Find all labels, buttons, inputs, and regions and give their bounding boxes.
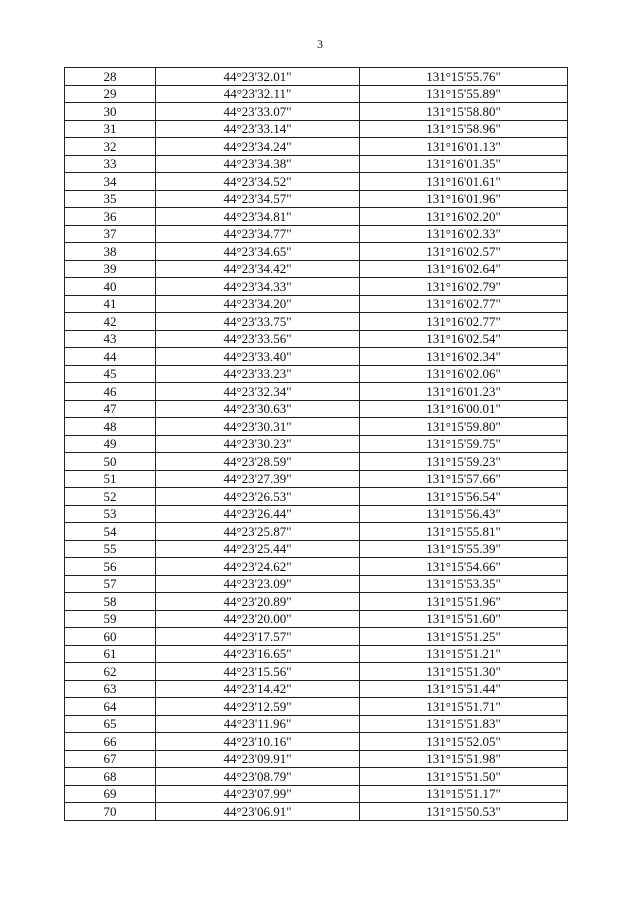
longitude-cell: 131°15'59.23" xyxy=(360,453,568,471)
table-row xyxy=(65,365,568,383)
latitude-cell: 44°23'34.65" xyxy=(156,243,360,261)
point-number-cell: 66 xyxy=(65,733,156,751)
table-row xyxy=(65,680,568,698)
table-row xyxy=(65,190,568,208)
table-row xyxy=(65,260,568,278)
latitude-cell: 44°23'06.91" xyxy=(156,803,360,821)
latitude-cell: 44°23'34.42" xyxy=(156,260,360,278)
table-row xyxy=(65,698,568,716)
latitude-cell: 44°23'33.07" xyxy=(156,103,360,121)
longitude-cell: 131°15'51.60" xyxy=(360,610,568,628)
longitude-cell: 131°15'57.66" xyxy=(360,470,568,488)
table-row xyxy=(65,768,568,786)
table-row xyxy=(65,610,568,628)
table-row xyxy=(65,400,568,418)
point-number-cell: 31 xyxy=(65,120,156,138)
latitude-cell: 44°23'34.33" xyxy=(156,278,360,296)
longitude-cell: 131°15'51.44" xyxy=(360,680,568,698)
latitude-cell: 44°23'09.91" xyxy=(156,750,360,768)
latitude-cell: 44°23'16.65" xyxy=(156,645,360,663)
point-number-cell: 52 xyxy=(65,488,156,506)
latitude-cell: 44°23'26.44" xyxy=(156,505,360,523)
point-number-cell: 59 xyxy=(65,610,156,628)
longitude-cell: 131°15'56.43" xyxy=(360,505,568,523)
table-row xyxy=(65,155,568,173)
longitude-cell: 131°15'54.66" xyxy=(360,558,568,576)
point-number-cell: 46 xyxy=(65,383,156,401)
latitude-cell: 44°23'34.20" xyxy=(156,295,360,313)
latitude-cell: 44°23'28.59" xyxy=(156,453,360,471)
point-number-cell: 32 xyxy=(65,138,156,156)
latitude-cell: 44°23'32.01" xyxy=(156,68,360,86)
longitude-cell: 131°15'51.30" xyxy=(360,663,568,681)
coordinates-table xyxy=(64,67,568,821)
longitude-cell: 131°15'51.98" xyxy=(360,750,568,768)
latitude-cell: 44°23'34.81" xyxy=(156,208,360,226)
table-row xyxy=(65,785,568,803)
longitude-cell: 131°16'02.77" xyxy=(360,313,568,331)
longitude-cell: 131°15'55.39" xyxy=(360,540,568,558)
longitude-cell: 131°16'02.33" xyxy=(360,225,568,243)
table-row xyxy=(65,138,568,156)
page-number: 3 xyxy=(317,37,323,51)
point-number-cell: 54 xyxy=(65,523,156,541)
latitude-cell: 44°23'34.52" xyxy=(156,173,360,191)
table-row xyxy=(65,575,568,593)
point-number-cell: 45 xyxy=(65,365,156,383)
latitude-cell: 44°23'34.38" xyxy=(156,155,360,173)
table-row xyxy=(65,348,568,366)
longitude-cell: 131°16'01.35" xyxy=(360,155,568,173)
table-row xyxy=(65,750,568,768)
point-number-cell: 50 xyxy=(65,453,156,471)
longitude-cell: 131°16'02.34" xyxy=(360,348,568,366)
longitude-cell: 131°15'53.35" xyxy=(360,575,568,593)
longitude-cell: 131°16'02.79" xyxy=(360,278,568,296)
latitude-cell: 44°23'17.57" xyxy=(156,628,360,646)
longitude-cell: 131°15'52.05" xyxy=(360,733,568,751)
table-row xyxy=(65,628,568,646)
point-number-cell: 68 xyxy=(65,768,156,786)
latitude-cell: 44°23'27.39" xyxy=(156,470,360,488)
point-number-cell: 40 xyxy=(65,278,156,296)
point-number-cell: 37 xyxy=(65,225,156,243)
point-number-cell: 60 xyxy=(65,628,156,646)
longitude-cell: 131°16'02.06" xyxy=(360,365,568,383)
table-row xyxy=(65,243,568,261)
longitude-cell: 131°15'51.71" xyxy=(360,698,568,716)
point-number-cell: 61 xyxy=(65,645,156,663)
point-number-cell: 41 xyxy=(65,295,156,313)
table-row xyxy=(65,733,568,751)
table-row xyxy=(65,558,568,576)
latitude-cell: 44°23'23.09" xyxy=(156,575,360,593)
longitude-cell: 131°15'59.75" xyxy=(360,435,568,453)
latitude-cell: 44°23'33.56" xyxy=(156,330,360,348)
point-number-cell: 28 xyxy=(65,68,156,86)
point-number-cell: 67 xyxy=(65,750,156,768)
point-number-cell: 55 xyxy=(65,540,156,558)
longitude-cell: 131°16'01.13" xyxy=(360,138,568,156)
longitude-cell: 131°16'01.96" xyxy=(360,190,568,208)
point-number-cell: 69 xyxy=(65,785,156,803)
table-row xyxy=(65,488,568,506)
point-number-cell: 70 xyxy=(65,803,156,821)
coordinates-table-body xyxy=(65,68,568,821)
longitude-cell: 131°15'55.76" xyxy=(360,68,568,86)
longitude-cell: 131°16'01.23" xyxy=(360,383,568,401)
table-row xyxy=(65,225,568,243)
latitude-cell: 44°23'15.56" xyxy=(156,663,360,681)
table-row xyxy=(65,470,568,488)
longitude-cell: 131°15'51.96" xyxy=(360,593,568,611)
latitude-cell: 44°23'30.23" xyxy=(156,435,360,453)
table-row xyxy=(65,663,568,681)
table-row xyxy=(65,803,568,821)
longitude-cell: 131°15'56.54" xyxy=(360,488,568,506)
longitude-cell: 131°16'02.20" xyxy=(360,208,568,226)
point-number-cell: 65 xyxy=(65,715,156,733)
longitude-cell: 131°15'51.25" xyxy=(360,628,568,646)
point-number-cell: 51 xyxy=(65,470,156,488)
latitude-cell: 44°23'32.34" xyxy=(156,383,360,401)
point-number-cell: 29 xyxy=(65,85,156,103)
longitude-cell: 131°15'50.53" xyxy=(360,803,568,821)
table-row xyxy=(65,540,568,558)
point-number-cell: 33 xyxy=(65,155,156,173)
latitude-cell: 44°23'26.53" xyxy=(156,488,360,506)
longitude-cell: 131°16'02.57" xyxy=(360,243,568,261)
table-row xyxy=(65,103,568,121)
longitude-cell: 131°15'58.80" xyxy=(360,103,568,121)
point-number-cell: 42 xyxy=(65,313,156,331)
point-number-cell: 38 xyxy=(65,243,156,261)
table-row xyxy=(65,435,568,453)
point-number-cell: 39 xyxy=(65,260,156,278)
latitude-cell: 44°23'34.77" xyxy=(156,225,360,243)
latitude-cell: 44°23'25.87" xyxy=(156,523,360,541)
point-number-cell: 56 xyxy=(65,558,156,576)
latitude-cell: 44°23'14.42" xyxy=(156,680,360,698)
longitude-cell: 131°15'51.83" xyxy=(360,715,568,733)
table-row xyxy=(65,295,568,313)
table-row xyxy=(65,85,568,103)
longitude-cell: 131°15'51.50" xyxy=(360,768,568,786)
longitude-cell: 131°15'55.89" xyxy=(360,85,568,103)
latitude-cell: 44°23'34.57" xyxy=(156,190,360,208)
latitude-cell: 44°23'20.00" xyxy=(156,610,360,628)
latitude-cell: 44°23'30.31" xyxy=(156,418,360,436)
latitude-cell: 44°23'33.14" xyxy=(156,120,360,138)
longitude-cell: 131°15'55.81" xyxy=(360,523,568,541)
latitude-cell: 44°23'20.89" xyxy=(156,593,360,611)
point-number-cell: 30 xyxy=(65,103,156,121)
longitude-cell: 131°16'02.54" xyxy=(360,330,568,348)
latitude-cell: 44°23'08.79" xyxy=(156,768,360,786)
longitude-cell: 131°16'00.01" xyxy=(360,400,568,418)
point-number-cell: 34 xyxy=(65,173,156,191)
table-row xyxy=(65,505,568,523)
point-number-cell: 62 xyxy=(65,663,156,681)
point-number-cell: 35 xyxy=(65,190,156,208)
longitude-cell: 131°16'02.77" xyxy=(360,295,568,313)
latitude-cell: 44°23'34.24" xyxy=(156,138,360,156)
point-number-cell: 53 xyxy=(65,505,156,523)
longitude-cell: 131°16'02.64" xyxy=(360,260,568,278)
table-row xyxy=(65,383,568,401)
table-row xyxy=(65,418,568,436)
latitude-cell: 44°23'32.11" xyxy=(156,85,360,103)
table-row xyxy=(65,645,568,663)
table-row xyxy=(65,523,568,541)
table-row xyxy=(65,313,568,331)
longitude-cell: 131°16'01.61" xyxy=(360,173,568,191)
table-row xyxy=(65,208,568,226)
point-number-cell: 44 xyxy=(65,348,156,366)
table-row xyxy=(65,120,568,138)
latitude-cell: 44°23'33.40" xyxy=(156,348,360,366)
point-number-cell: 63 xyxy=(65,680,156,698)
latitude-cell: 44°23'24.62" xyxy=(156,558,360,576)
latitude-cell: 44°23'11.96" xyxy=(156,715,360,733)
table-row xyxy=(65,453,568,471)
latitude-cell: 44°23'33.23" xyxy=(156,365,360,383)
latitude-cell: 44°23'30.63" xyxy=(156,400,360,418)
table-row xyxy=(65,173,568,191)
point-number-cell: 49 xyxy=(65,435,156,453)
longitude-cell: 131°15'58.96" xyxy=(360,120,568,138)
latitude-cell: 44°23'10.16" xyxy=(156,733,360,751)
point-number-cell: 36 xyxy=(65,208,156,226)
table-row xyxy=(65,278,568,296)
longitude-cell: 131°15'51.17" xyxy=(360,785,568,803)
latitude-cell: 44°23'07.99" xyxy=(156,785,360,803)
point-number-cell: 48 xyxy=(65,418,156,436)
latitude-cell: 44°23'12.59" xyxy=(156,698,360,716)
table-row xyxy=(65,715,568,733)
point-number-cell: 64 xyxy=(65,698,156,716)
point-number-cell: 43 xyxy=(65,330,156,348)
point-number-cell: 57 xyxy=(65,575,156,593)
latitude-cell: 44°23'33.75" xyxy=(156,313,360,331)
point-number-cell: 58 xyxy=(65,593,156,611)
longitude-cell: 131°15'59.80" xyxy=(360,418,568,436)
longitude-cell: 131°15'51.21" xyxy=(360,645,568,663)
latitude-cell: 44°23'25.44" xyxy=(156,540,360,558)
table-row xyxy=(65,68,568,86)
table-row xyxy=(65,593,568,611)
table-row xyxy=(65,330,568,348)
point-number-cell: 47 xyxy=(65,400,156,418)
